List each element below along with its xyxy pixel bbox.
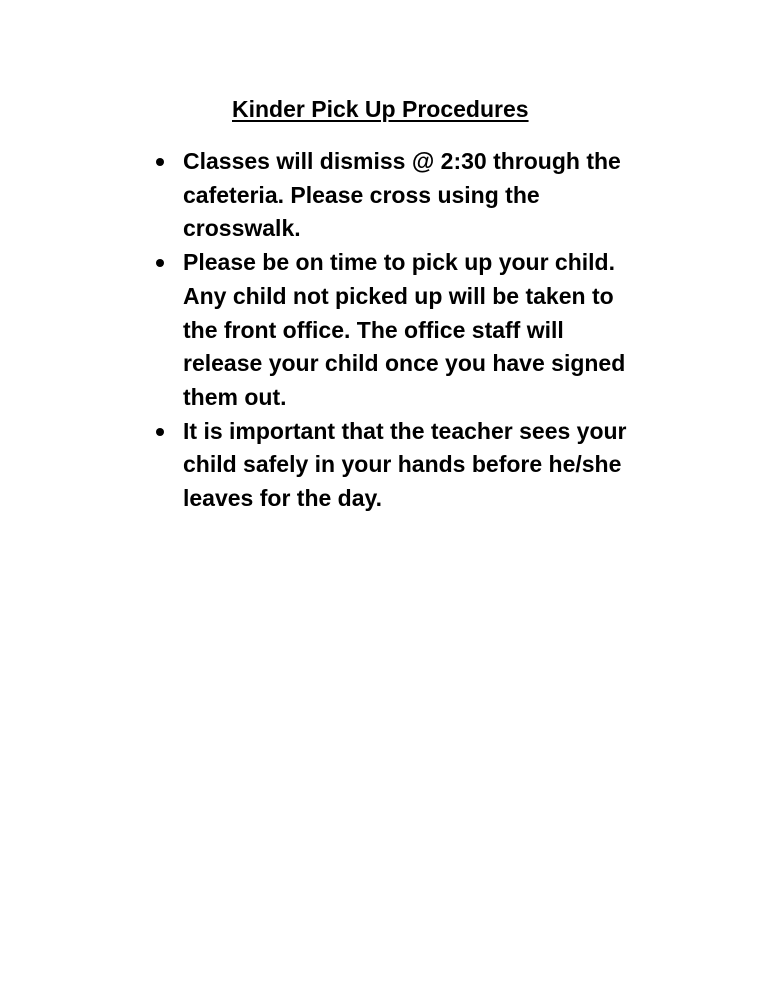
item-line: cafeteria. Please cross using the	[183, 181, 540, 208]
list-item	[150, 415, 690, 516]
item-line: the front office. The office staff will	[183, 316, 564, 343]
item-line: Please be on time to pick up your child.	[183, 249, 615, 276]
list-item	[150, 246, 690, 415]
item-line: leaves for the day.	[183, 485, 382, 512]
procedure-list	[150, 145, 690, 516]
bullet-icon	[156, 259, 164, 267]
item-line: them out.	[183, 383, 287, 410]
page-title: Kinder Pick Up Procedures	[232, 96, 529, 122]
item-line: release your child once you have signed	[183, 350, 626, 377]
item-line: Any child not picked up will be taken to	[183, 282, 614, 309]
bullet-icon	[156, 158, 164, 166]
item-line: crosswalk.	[183, 215, 301, 242]
item-line: Classes will dismiss @ 2:30 through the	[183, 148, 621, 174]
item-line: It is important that the teacher sees your	[183, 417, 627, 444]
item-line: child safely in your hands before he/she	[183, 451, 622, 478]
list-item	[150, 145, 690, 246]
bullet-icon	[156, 428, 164, 436]
